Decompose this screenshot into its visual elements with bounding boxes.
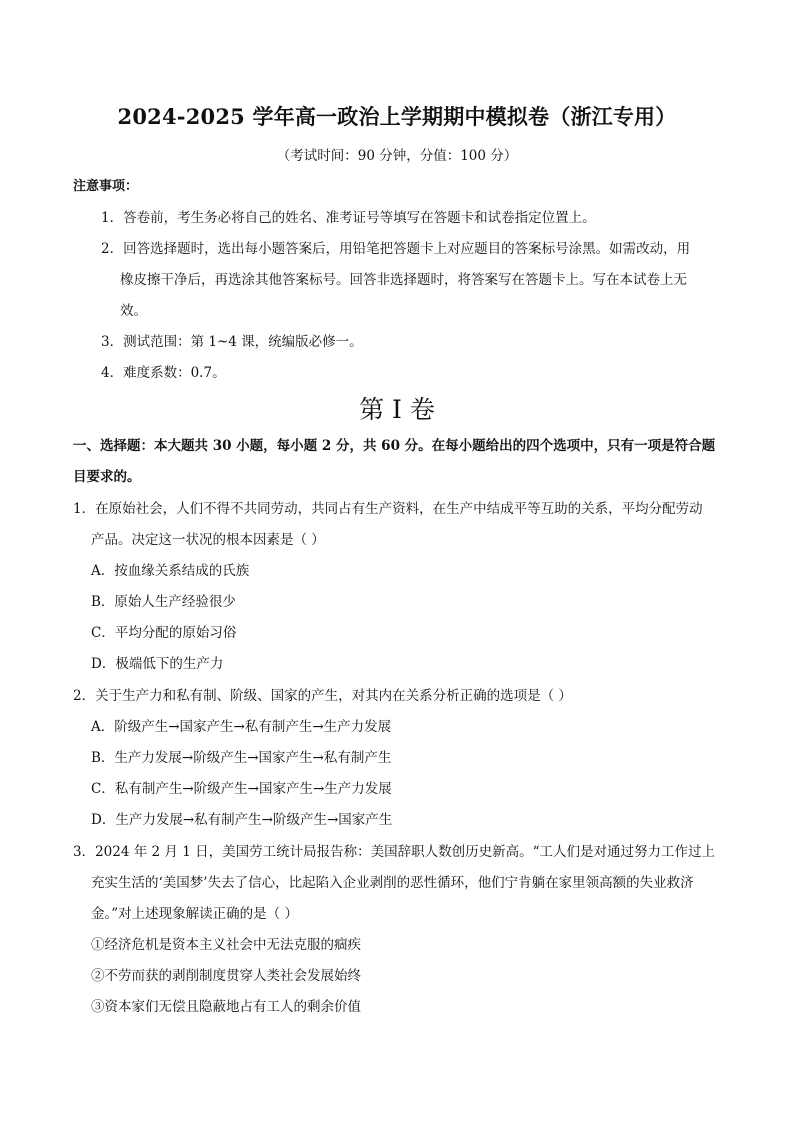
notice-item-number: 2．: [101, 241, 124, 257]
notice-item-text: 难度系数：0.7。: [123, 365, 226, 381]
question-2-option-c: C．私有制产生→阶级产生→国家产生→生产力发展: [91, 781, 392, 797]
notice-item-2: [101, 237, 690, 257]
notice-item-number: 4．: [101, 365, 124, 381]
question-3-stem-line-3: 金。”对上述现象解读正确的是（ ）: [91, 906, 298, 922]
exam-subtitle: （考试时间：90 分钟，分值：100 分）: [276, 148, 518, 164]
notice-item-number: 3．: [101, 334, 124, 350]
notice-label: 注意事项：: [73, 179, 139, 194]
question-1-option-c: C．平均分配的原始习俗: [91, 625, 237, 641]
notice-item-1: [101, 206, 596, 226]
question-1-option-d: D．极端低下的生产力: [91, 656, 224, 672]
notice-item-2-line-3: 效。: [120, 303, 147, 319]
question-3-option-3: ③资本家们无偿且隐蔽地占有工人的剩余价值: [91, 999, 361, 1015]
question-2-option-b: B．生产力发展→阶级产生→国家产生→私有制产生: [91, 750, 392, 766]
question-1-stem-line-1: 1．在原始社会，人们不得不共同劳动，共同占有生产资料，在生产中结成平等互助的关系，平均分配劳动: [73, 501, 703, 517]
notice-item-4: [101, 361, 226, 381]
question-3-stem-line-1: 3．2024 年 2 月 1 日，美国劳工统计局报告称：美国辞职人数创历史新高。“工人们是对通过努力工作过上: [73, 844, 715, 860]
notice-item-text: 答卷前，考生务必将自己的姓名、准考证号等填写在答题卡和试卷指定位置上。: [123, 210, 596, 226]
notice-item-2-line-2: 橡皮擦干净后，再选涂其他答案标号。回答非选择题时，将答案写在答题卡上。写在本试卷上无: [120, 272, 687, 288]
volume-heading: 第 I 卷: [359, 395, 435, 424]
question-1-stem-line-2: 产品。决定这一状况的根本因素是（ ）: [91, 532, 325, 548]
notice-item-text: 测试范围：第 1~4 课，统编版必修一。: [123, 334, 363, 350]
exam-title: 2024-2025 学年高一政治上学期期中模拟卷（浙江专用）: [117, 104, 677, 129]
notice-item-text: 回答选择题时，选出每小题答案后，用铅笔把答题卡上对应题目的答案标号涂黑。如需改动，用: [123, 241, 691, 257]
question-3-option-2: ②不劳而获的剥削制度贯穿人类社会发展始终: [91, 968, 361, 984]
question-2-option-a: A．阶级产生→国家产生→私有制产生→生产力发展: [91, 719, 392, 735]
section-instructions-line-1: 一、选择题：本大题共 30 小题，每小题 2 分，共 60 分。在每小题给出的四个选项中，只有一项是符合题: [73, 438, 716, 454]
question-1-option-b: B．原始人生产经验很少: [91, 594, 236, 610]
question-3-stem-line-2: 充实生活的‘美国梦’失去了信心，比起陷入企业剥削的恶性循环，他们宁肯躺在家里领高额的失业救济: [91, 875, 694, 891]
section-instructions-line-2: 目要求的。: [73, 469, 141, 485]
notice-item-number: 1．: [101, 210, 124, 226]
question-2-stem-line-1: 2．关于生产力和私有制、阶级、国家的产生，对其内在关系分析正确的选项是（ ）: [73, 688, 572, 704]
question-2-option-d: D．生产力发展→私有制产生→阶级产生→国家产生: [91, 812, 393, 828]
notice-item-3: [101, 330, 363, 350]
question-3-option-1: ①经济危机是资本主义社会中无法克服的痼疾: [91, 937, 361, 953]
question-1-option-a: A．按血缘关系结成的氏族: [91, 563, 250, 579]
